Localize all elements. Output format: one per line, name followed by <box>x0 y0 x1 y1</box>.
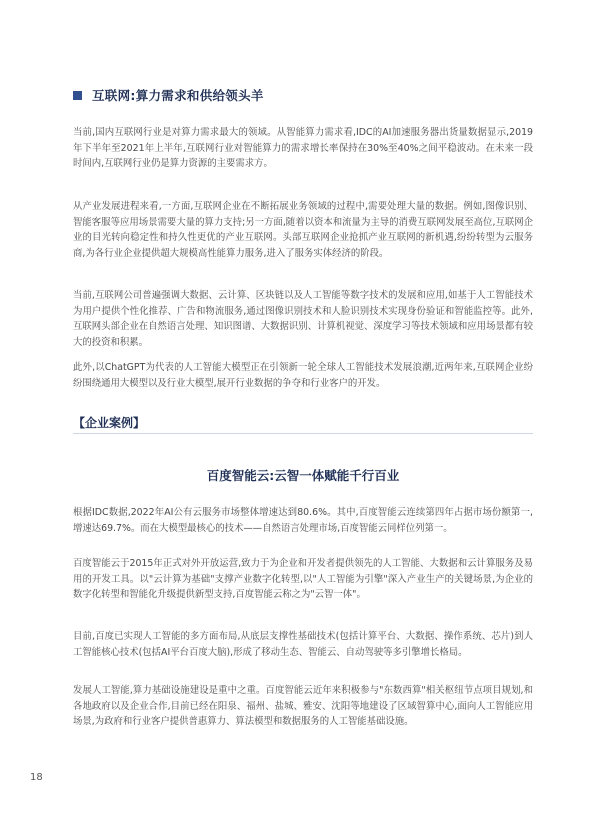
case-title: 百度智能云:云智一体赋能千行百业 <box>206 468 400 483</box>
section-header <box>73 86 264 104</box>
paragraph-4: 此外,以ChatGPT为代表的人工智能大模型正在引领新一轮全球人工智能技术发展浪潮,近两年来,互联网企业纷纷围绕通用大模型以及行业大模型,展开行业数据的争夺和行业客户的开发。 <box>73 362 533 389</box>
page-number: 18 <box>30 772 43 783</box>
case-paragraph-3: 目前,百度已实现人工智能的多方面布局,从底层支撑性基础技术(包括计算平台、大数据、操作系统、芯片)到人工智能核心技术(包括AI平台百度大脑),形成了移动生态、智能云、自动驾驶等多引擎增长格局。 <box>73 631 533 658</box>
case-paragraph-1: 根据IDC数据,2022年AI公有云服务市场整体增速达到80.6%。其中,百度智能云连续第四年占据市场份额第一,增速达69.7%。而在大模型最核心的技术——自然语言处理市场,百度智能云同样位列第一。 <box>73 507 533 534</box>
paragraph-2: 从产业发展进程来看,一方面,互联网企业在不断拓展业务领域的过程中,需要处理大量的数据。例如,图像识别、智能客服等应用场景需要大量的算力支持;另一方面,随着以资本和流量为主导的消费互联网发展至高位,互联网企业的目光转向稳定性和持久性更优的产业互联网。头部互联网企业抢抓产业互联网的新机遇,纷纷转型为云服务商,为各行业企业提供超大规模高性能算力服务,进入了服务实体经济的阶段。 <box>73 201 533 259</box>
case-paragraph-2: 百度智能云于2015年正式对外开放运营,致力于为企业和开发者提供领先的人工智能、大数据和云计算服务及易用的开发工具。以"云计算为基础"支撑产业数字化转型,以"人工智能为引擎"深入产业生产的关键场景,为企业的数字化转型和智能化升级提供新型支持,百度智能云称之为"云智一体"。 <box>73 558 533 600</box>
paragraph-3: 当前,互联网公司普遍强调大数据、云计算、区块链以及人工智能等数字技术的发展和应用,如基于人工智能技术为用户提供个性化推荐、广告和物流服务,通过图像识别技术和人脸识别技术实现身份验证和智能监控等。此外,互联网头部企业在自然语言处理、知识图谱、大数据识别、计算机视觉、深度学习等技术领域和应用场景都有较大的投资和积累。 <box>73 290 533 348</box>
case-divider <box>73 433 533 434</box>
section-bullet-icon <box>73 91 82 100</box>
paragraph-1: 当前,国内互联网行业是对算力需求最大的领域。从智能算力需求看,IDC的AI加速服务器出货量数据显示,2019年下半年至2021年上半年,互联网行业对智能算力的需求增长率保持在30%至40%之间平稳波动。在未来一段时间内,互联网行业仍是算力资源的主要需求方。 <box>73 127 533 169</box>
section-title: 互联网:算力需求和供给领头羊 <box>92 88 264 103</box>
case-paragraph-4: 发展人工智能,算力基础设施建设是重中之重。百度智能云近年来积极参与"东数西算"相关枢纽节点项目规划,和各地政府以及企业合作,目前已经在阳泉、福州、盐城、雅安、沈阳等地建设了区域智算中心,面向人工智能应用场景,为政府和行业客户提供普惠算力、算法模型和数据服务的人工智能基础设施。 <box>73 685 533 727</box>
case-label: 【企业案例】 <box>73 416 146 430</box>
